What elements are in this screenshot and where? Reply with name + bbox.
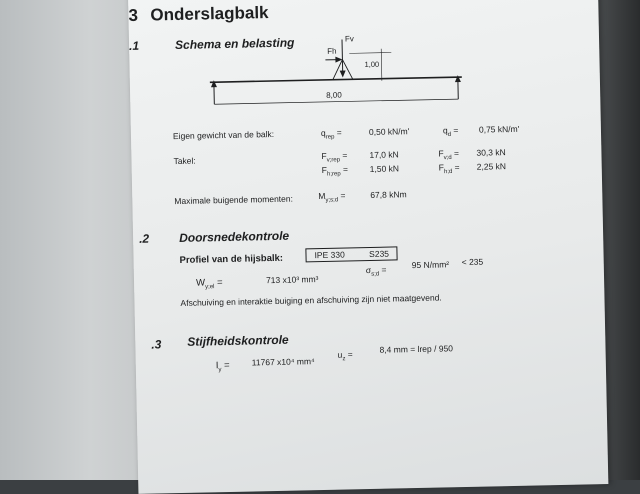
diagram-span-label: 8,00: [326, 91, 342, 100]
fh-d-symbol: $F_{h;d}$ =: [439, 162, 460, 175]
sigma-symbol: $\sigma_{s;d}$ =: [366, 265, 387, 278]
sigma-limit: < 235: [462, 257, 484, 267]
fv-d-symbol: $F_{v;d}$ =: [438, 148, 459, 161]
fv-d-value: 30,3 kN: [476, 147, 505, 158]
document-page: [128, 0, 608, 494]
sub1-title: Schema en belasting: [175, 36, 295, 52]
sub3-title: Stijfheidskontrole: [187, 333, 289, 349]
beam-diagram: [199, 27, 471, 113]
sub3-number: .3: [151, 337, 161, 351]
diagram-height-label: 1,00: [364, 60, 379, 69]
diagram-fh-label: Fh: [327, 47, 337, 56]
q-d-value: 0,75 kN/m': [479, 124, 520, 135]
q-rep-symbol: $q_{rep}$ =: [321, 128, 342, 141]
fv-rep-value: 17,0 kN: [369, 149, 398, 160]
diagram-fv-label: Fv: [345, 34, 354, 43]
uz-value: 8,4 mm = lrep / 950: [379, 343, 453, 355]
uz-symbol: $u_z$ =: [337, 349, 352, 362]
iy-symbol: $I_y$ =: [216, 360, 230, 373]
section-number: 3: [128, 6, 138, 26]
iy-value: 11767 x10⁴ mm⁴: [252, 356, 315, 367]
fh-d-value: 2,25 kN: [477, 161, 506, 172]
wy-symbol: $W_{y;el}$ =: [196, 277, 223, 290]
q-rep-value: 0,50 kN/m': [369, 126, 410, 137]
note-text: Afschuiving en interaktie buiging en afschuiving zijn niet maatgevend.: [180, 292, 441, 307]
wy-value: 713 x10³ mm³: [266, 274, 319, 285]
eigen-label: Eigen gewicht van de balk:: [173, 129, 274, 141]
moment-label: Maximale buigende momenten:: [174, 194, 293, 206]
sigma-value: 95 N/mm²: [412, 259, 450, 270]
moment-value: 67,8 kNm: [370, 189, 407, 200]
moment-symbol: $M_{y;s;d}$ =: [318, 190, 345, 203]
sub2-title: Doorsnedekontrole: [179, 229, 289, 245]
profile-box: [305, 246, 398, 262]
takel-label: Takel:: [173, 156, 195, 166]
fv-rep-symbol: $F_{v;rep}$ =: [321, 150, 347, 163]
profile-name: IPE 330: [314, 250, 344, 261]
background-page-left: [0, 0, 150, 480]
profiel-label: Profiel van de hijsbalk:: [179, 253, 283, 266]
fh-rep-symbol: $F_{h;rep}$ =: [322, 164, 348, 177]
fh-rep-value: 1,50 kN: [370, 163, 399, 174]
sub1-number: .1: [129, 39, 139, 53]
section-title: Onderslagbalk: [150, 3, 269, 25]
sub2-number: .2: [139, 232, 149, 246]
q-d-symbol: $q_d$ =: [443, 125, 459, 138]
steel-grade: S235: [369, 249, 389, 259]
